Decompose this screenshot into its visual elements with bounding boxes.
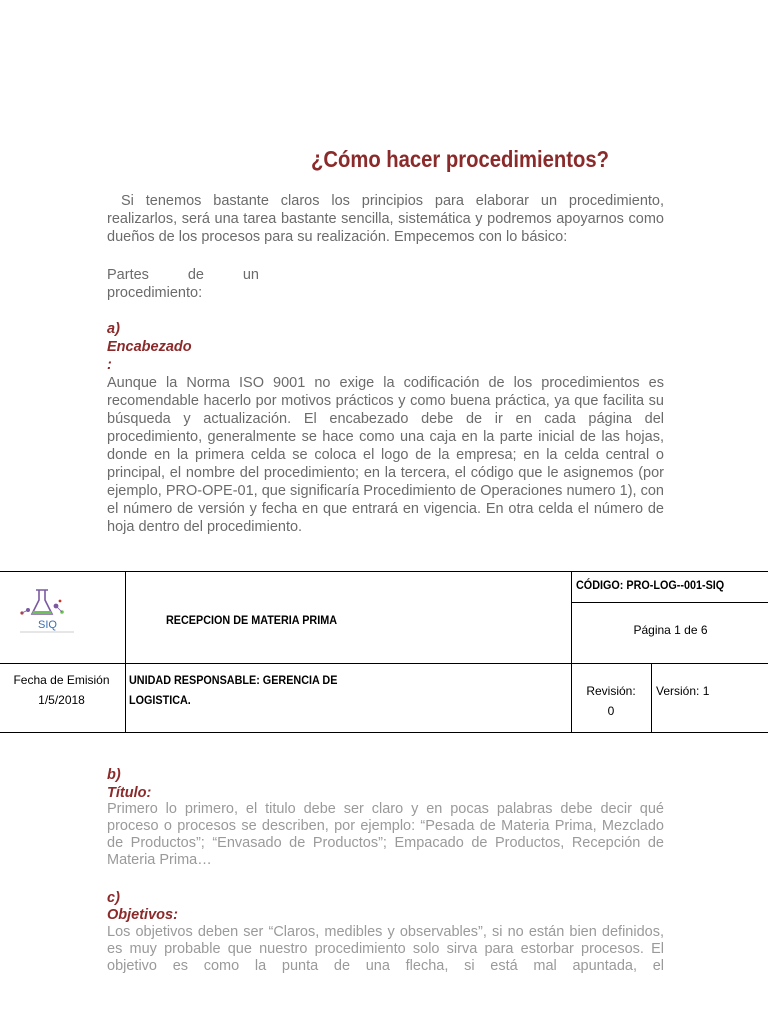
procedure-code: CÓDIGO: PRO-LOG--001-SIQ bbox=[576, 578, 725, 592]
table-divider bbox=[651, 663, 652, 732]
section-a-colon: : bbox=[107, 357, 112, 373]
table-divider bbox=[0, 663, 768, 664]
procedure-header-table bbox=[0, 571, 768, 733]
emission-label: Fecha de Emisión bbox=[13, 673, 110, 687]
partes-label: Partes de un procedimiento: bbox=[107, 267, 259, 301]
section-c-heading: Objetivos: bbox=[107, 907, 178, 923]
table-divider bbox=[571, 602, 768, 603]
section-c-letter: c) bbox=[107, 890, 120, 906]
page-indicator: Página 1 de 6 bbox=[633, 623, 708, 637]
section-a-heading: Encabezado bbox=[107, 339, 192, 355]
section-b-body: Primero lo primero, el titulo debe ser claro y en pocas palabras debe decir qué proceso o procesos se describen, por ejemplo: “Pesada de Materia Prima, Mezclado de Productos”; “Envasado de Productos”; Empacado de Productos, Recepción de Materia Prima… bbox=[107, 801, 664, 868]
unit-line-2: LOGISTICA. bbox=[129, 693, 191, 707]
section-b-heading: Título: bbox=[107, 785, 152, 801]
procedure-name: RECEPCION DE MATERIA PRIMA bbox=[166, 613, 338, 627]
revision-value: 0 bbox=[607, 704, 615, 718]
page-title: ¿Cómo hacer procedimientos? bbox=[310, 146, 610, 172]
company-logo bbox=[16, 586, 80, 636]
intro-paragraph: Si tenemos bastante claros los principios para elaborar un procedimiento, realizarlos, será una tarea bastante sencilla, sistemática y podremos apoyarnos como dueños de los procesos para su realización. Empecemos con lo básico: bbox=[107, 193, 664, 245]
version-label: Versión: 1 bbox=[656, 684, 710, 698]
logo-text: SIQ bbox=[38, 619, 57, 631]
unit-line-1: UNIDAD RESPONSABLE: GERENCIA DE bbox=[129, 673, 338, 687]
revision-label: Revisión: bbox=[586, 684, 636, 698]
section-b-letter: b) bbox=[107, 767, 121, 783]
section-a-body: Aunque la Norma ISO 9001 no exige la codificación de los procedimientos es recomendable hacerlo por motivos prácticos y como buena práctica, ya que facilita su búsqueda y actualización. El encabezado debe de ir en cada página del procedimiento, generalmente se hace como una caja en la parte inicial de las hojas, donde en la primera celda se coloca el logo de la empresa; en la celda central o principal, el nombre del procedimiento; en la tercera, el código que le asignemos (por ejemplo, PRO-OPE-01, que significaría Procedimiento de Operaciones numero 1), con el número de versión y fecha en que entrará en vigencia. En otra celda el número de hoja dentro del procedimiento. bbox=[107, 375, 664, 535]
emission-date: 1/5/2018 bbox=[38, 693, 85, 707]
section-c-body: Los objetivos deben ser “Claros, medibles y observables”, si no están bien definidos, es muy probable que nuestro procedimiento solo sirva para estorbar procesos. El objetivo es como la punta de una flecha, si está mal apuntada, el bbox=[107, 924, 664, 974]
table-divider bbox=[125, 572, 126, 732]
section-a-letter: a) bbox=[107, 321, 120, 337]
